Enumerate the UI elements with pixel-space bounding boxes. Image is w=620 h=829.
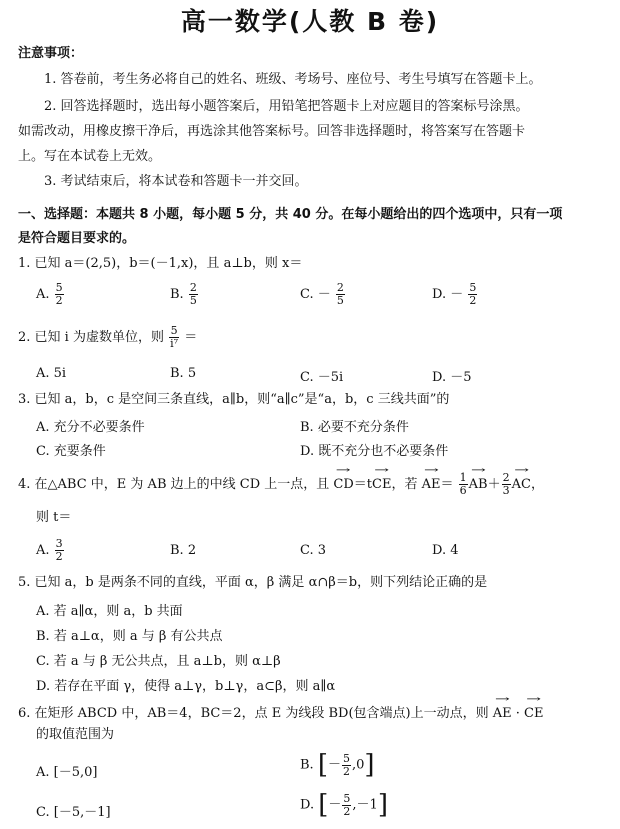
notice-item-2-line-3: 上。写在本试卷上无效。 — [18, 149, 162, 164]
vector-ac: → AC — [512, 477, 531, 492]
option-label: D. — [300, 797, 315, 813]
fraction — [55, 282, 64, 307]
numerator: 5 — [170, 324, 178, 337]
question-6-stem-line-2: 的取值范围为 — [36, 727, 115, 742]
option-label: D. － — [432, 287, 464, 302]
question-2-option-c: C. －5i — [300, 370, 344, 385]
fraction — [189, 282, 198, 307]
equals-sign: ＝ — [440, 477, 454, 492]
question-2-stem — [18, 325, 197, 350]
question-6-option-c: C. [－5,－1] — [36, 805, 111, 820]
question-1-stem: 1. 已知 a＝(2,5)，b＝(－1,x)，且 a⊥b，则 x＝ — [18, 256, 303, 271]
numerator: 5 — [469, 281, 477, 294]
question-1-option-b — [170, 282, 199, 307]
question-2-option-a: A. 5i — [36, 366, 67, 381]
vector-ce: → CE — [372, 477, 391, 492]
numerator: 5 — [55, 281, 63, 294]
fraction — [468, 282, 477, 307]
equals-t: ＝t — [353, 477, 373, 492]
fraction — [55, 538, 64, 563]
right-bracket: ] — [377, 790, 388, 820]
notice-item-1: 1. 答卷前，考生务必将自己的姓名、班级、考场号、座位号、考生号填写在答题卡上。 — [44, 72, 542, 87]
question-5-stem: 5. 已知 a，b 是两条不同的直线，平面 α，β 满足 α∩β＝b，则下列结论正确的是 — [18, 575, 488, 590]
denominator: 2 — [343, 804, 351, 818]
option-label: B. — [170, 287, 184, 302]
numerator: 2 — [502, 471, 510, 484]
stem-text: 2. 已知 i 为虚数单位，则 — [18, 330, 164, 345]
option-label: C. － — [300, 287, 331, 302]
question-6-option-d — [300, 790, 388, 820]
notice-heading: 注意事项： — [18, 46, 84, 61]
question-1-option-c — [300, 282, 346, 307]
question-2-option-d: D. －5 — [432, 370, 472, 385]
question-3-option-d: D. 既不充分也不必要条件 — [300, 444, 449, 459]
minus-sign: － — [327, 757, 341, 773]
question-4-option-a — [36, 538, 65, 563]
question-1-option-d — [432, 282, 478, 307]
question-3-option-b: B. 必要不充分条件 — [300, 420, 409, 435]
denominator: 6 — [459, 484, 467, 497]
question-5-option-b: B. 若 a⊥α，则 a 与 β 有公共点 — [36, 629, 223, 644]
numerator: 1 — [459, 471, 467, 484]
numerator: 5 — [343, 751, 350, 765]
denominator: 3 — [502, 484, 510, 497]
notice-item-3: 3. 考试结束后，将本试卷和答题卡一并交回。 — [44, 174, 308, 189]
question-3-stem: 3. 已知 a，b，c 是空间三条直线，a∥b，则“a∥c”是“a，b，c 三线共面”的 — [18, 392, 450, 407]
question-4-stem — [18, 472, 544, 497]
question-4-stem-line-2: 则 t＝ — [36, 510, 72, 525]
notice-item-2-line-2: 如需改动，用橡皮擦干净后，再选涂其他答案标号。回答非选择题时，将答案写在答题卡 — [18, 124, 526, 139]
numerator: 2 — [189, 281, 197, 294]
fraction — [342, 793, 351, 818]
fraction — [169, 325, 179, 350]
fraction — [336, 282, 345, 307]
question-2-option-b: B. 5 — [170, 366, 197, 381]
question-1-option-a — [36, 282, 65, 307]
denominator: i⁷ — [170, 337, 179, 350]
right-bracket: ] — [364, 750, 375, 780]
numerator: 5 — [343, 791, 351, 805]
notice-item-2-line-1: 2. 回答选择题时，选出每小题答案后，用铅笔把答题卡上对应题目的答案标号涂黑。 — [44, 99, 529, 114]
equals-sign: ＝ — [184, 330, 198, 345]
question-4-option-b: B. 2 — [170, 543, 197, 558]
plus-sign: ＋ — [487, 477, 501, 492]
vector-ae: → AE — [493, 706, 512, 721]
question-6-option-a: A. [－5,0] — [36, 765, 98, 780]
left-bracket: [ — [317, 750, 328, 780]
numerator: 2 — [336, 281, 344, 294]
punctuation: ， — [530, 477, 544, 492]
question-3-option-a: A. 充分不必要条件 — [36, 420, 145, 435]
option-label: A. — [36, 287, 50, 302]
vector-cd: → CD — [333, 477, 353, 492]
question-5-option-d: D. 若存在平面 γ，使得 a⊥γ，b⊥γ，a⊂β，则 a∥α — [36, 679, 336, 694]
question-5-option-a: A. 若 a∥α，则 a，b 共面 — [36, 604, 183, 619]
numerator: 3 — [55, 537, 63, 550]
denominator: 2 — [55, 294, 63, 307]
vector-ab: → AB — [469, 477, 488, 492]
denominator: 2 — [55, 550, 63, 563]
question-3-option-c: C. 充要条件 — [36, 444, 106, 459]
vector-ce: → CE — [524, 706, 543, 721]
denominator: 2 — [343, 764, 350, 778]
question-6-option-b — [300, 750, 375, 780]
stem-text: 4. 在△ABC 中，E 为 AB 边上的中线 CD 上一点，且 — [18, 477, 330, 492]
denominator: 5 — [189, 294, 197, 307]
vector-ae: → AE — [422, 477, 441, 492]
option-label: A. — [36, 543, 50, 558]
exam-title: 高一数学(人教 B 卷) — [180, 7, 440, 36]
denominator: 2 — [469, 294, 477, 307]
connector-text: ，若 — [391, 477, 418, 492]
interval-end: ,－1 — [352, 797, 378, 813]
question-4-option-d: D. 4 — [432, 543, 459, 558]
dot-operator: · — [511, 706, 525, 721]
question-4-option-c: C. 3 — [300, 543, 327, 558]
minus-sign: － — [328, 797, 342, 813]
interval-end: ,0 — [352, 757, 365, 773]
fraction — [342, 753, 351, 778]
denominator: 5 — [336, 294, 344, 307]
section-heading-line-1: 一、选择题：本题共 8 小题，每小题 5 分，共 40 分。在每小题给出的四个选项中，只有一项 — [18, 207, 563, 222]
option-label: B. — [300, 757, 314, 773]
stem-text: 6. 在矩形 ABCD 中，AB＝4，BC＝2，点 E 为线段 BD(包含端点)上一动点，则 — [18, 706, 489, 721]
question-6-stem — [18, 702, 543, 721]
section-heading-line-2: 是符合题目要求的。 — [18, 231, 136, 246]
left-bracket: [ — [318, 790, 329, 820]
question-5-option-c: C. 若 a 与 β 无公共点，且 a⊥b，则 α⊥β — [36, 654, 281, 669]
